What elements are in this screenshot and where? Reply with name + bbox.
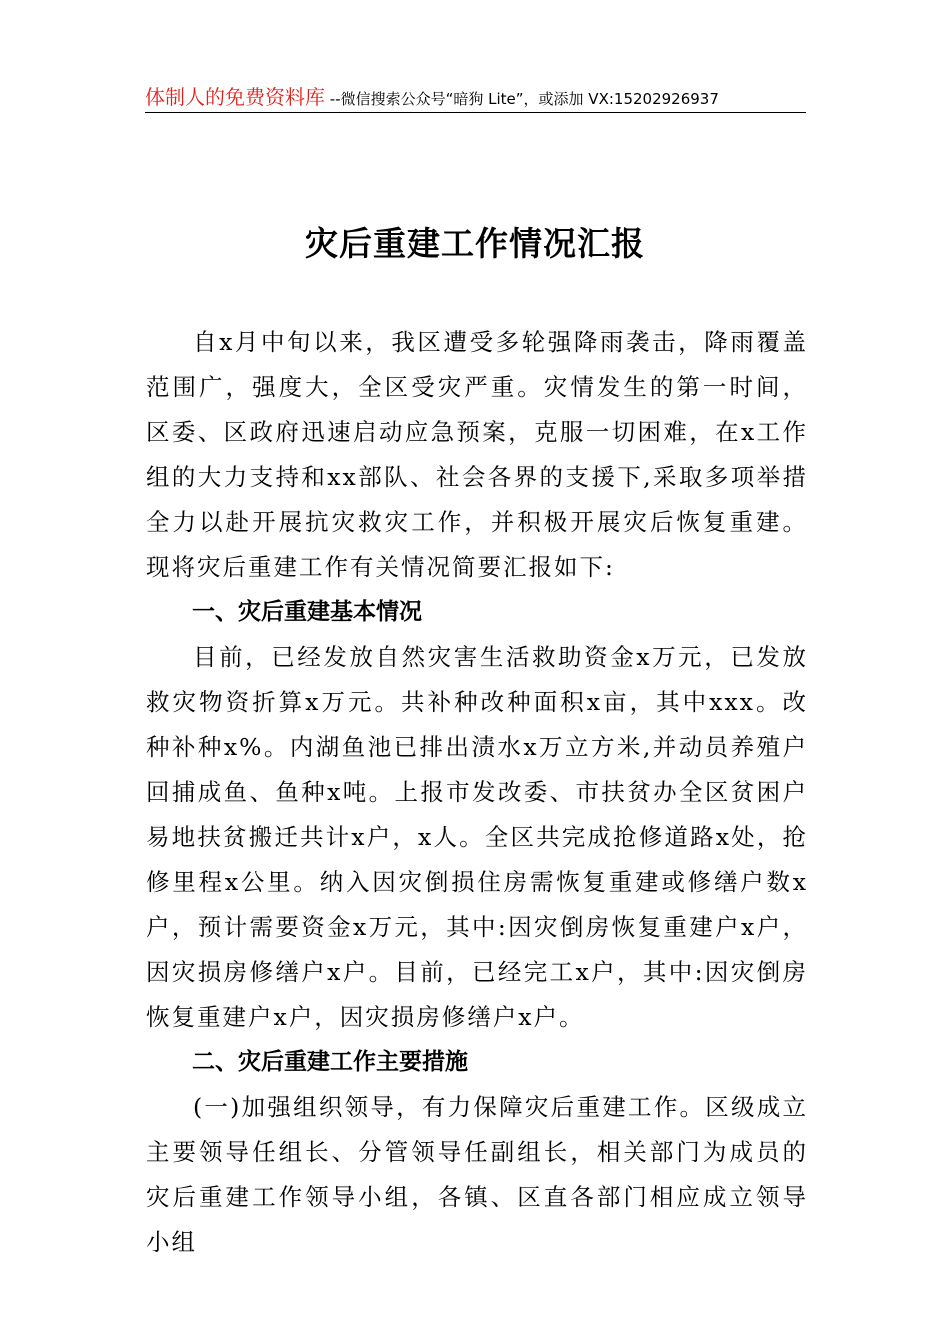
section-1-heading: 一、灾后重建基本情况: [192, 599, 422, 625]
document-body: [146, 320, 808, 1265]
header-brand: 体制人的免费资料库: [145, 85, 325, 109]
header-promo: --微信搜索公众号“暗狗 Lite”，或添加 VX:15202926937: [325, 90, 719, 108]
section-2-paragraph: (一)加强组织领导，有力保障灾后重建工作。区级成立主要领导任组长、分管领导任副组长，相关部门为成员的灾后重建工作领导小组，各镇、区直各部门相应成立领导小组: [146, 1093, 808, 1256]
document-title: 灾后重建工作情况汇报: [305, 224, 645, 263]
section-2-heading: 二、灾后重建工作主要措施: [192, 1049, 468, 1075]
intro-paragraph: 自x月中旬以来，我区遭受多轮强降雨袭击，降雨覆盖范围广，强度大，全区受灾严重。灾情发生的第一时间，区委、区政府迅速启动应急预案，克服一切困难，在x工作组的大力支持和xx部队、社会各界的支援下,采取多项举措全力以赴开展抗灾救灾工作，并积极开展灾后恢复重建。现将灾后重建工作有关情况简要汇报如下:: [146, 328, 808, 581]
page-header: [145, 84, 806, 113]
section-1-paragraph: 目前，已经发放自然灾害生活救助资金x万元，已发放救灾物资折算x万元。共补种改种面积x亩，其中xxx。改种补种x%。内湖鱼池已排出渍水x万立方米,并动员养殖户回捕成鱼、鱼种x吨。上报市发改委、市扶贫办全区贫困户易地扶贫搬迁共计x户，x人。全区共完成抢修道路x处，抢修里程x公里。纳入因灾倒损住房需恢复重建或修缮户数x户，预计需要资金x万元，其中:因灾倒房恢复重建户x户，因灾损房修缮户x户。目前，已经完工x户，其中:因灾倒房恢复重建户x户，因灾损房修缮户x户。: [146, 643, 808, 1031]
